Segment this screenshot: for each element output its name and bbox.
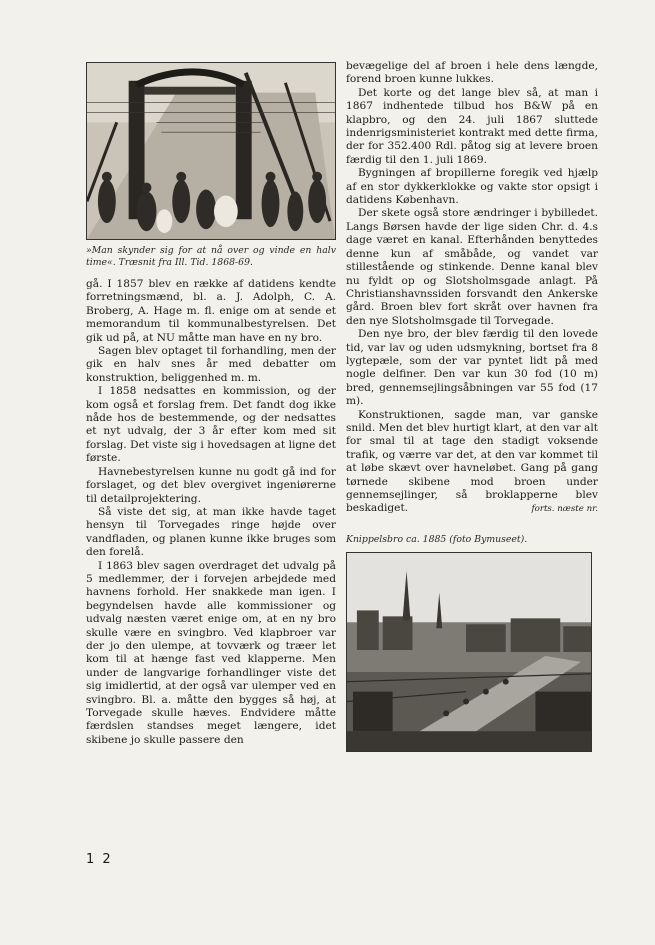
right-paragraph-5: Den nye bro, der blev færdig til den lovede tid, var lav og uden udsmykning, bortset fra 8 lygtepæle, som der var pyntet lidt på med nogle delfiner. Den var kun 30 fod (10 m) bred, gennemsejlingsåbningen var 55 fod (17 m). [346, 328, 598, 408]
photo-caption: Knippelsbro ca. 1885 (foto Bymuseet). [346, 533, 528, 545]
bridge-crowd-engraving [87, 63, 335, 239]
page-number: 1 2 [86, 852, 113, 867]
woodcut-illustration [86, 62, 336, 240]
right-paragraph-4: Der skete også store ændringer i bybilledet. Langs Børsen havde der lige siden Chr. d. 4.s dage været en kanal. Efterhånden benyttedes denne kun af småbåde, og vandet var stillestående og stinkende. Denne kanal blev nu fyldt op og Slotsholmsgade anlagt. På Christianshavnssiden forsvandt den Ankerske gård. Broen blev fort skråt over havnen fra den nye Slotsholmsgade til Torvegade. [346, 207, 598, 327]
left-paragraph-1: gå. I 1857 blev en række af datidens kendte forretningsmænd, bl. a. J. Adolph, C. A. Broberg, A. Hage m. fl. enige om at sende et memorandum til kommunalbestyrelsen. Det gik ud på, at NU måtte man have en ny bro. [86, 278, 336, 344]
right-paragraph-2: Det korte og det lange blev så, at man i 1867 indhentede tilbud hos B&W på en klapbro, og den 24. juli 1867 sluttede indenrigsministeriet kontrakt med dette firma, der for 352.400 Rdl. påtog sig at levere broen færdig til den 1. juli 1869. [346, 86, 598, 166]
woodcut-caption: »Man skynder sig for at nå over og vinde en halv time«. Træsnit fra Ill. Tid. 1868-69. [86, 245, 336, 268]
bridge-photograph [346, 552, 592, 752]
right-paragraph-6: Konstruktionen, sagde man, var ganske snild. Men det blev hurtigt klart, at den var alt for smal til at tage den stadigt voksende trafik, og værre var det, at den var kommet til at løbe skævt over havneløbet. Gang på gang tørnede skibene mod broen under gennemsejlinger, så broklapperne blev beskadiget. [346, 408, 598, 515]
left-paragraph-3: I 1858 nedsattes en kommission, og der kom også et forslag frem. Det fandt dog ikke nåde hos de bestemmende, og der nedsattes et nyt udvalg, der 3 år efter kom med sit forslag. Det viste sig i hovedsagen at ligne det første. [86, 385, 336, 465]
right-column [346, 60, 598, 752]
left-text-body [86, 278, 336, 747]
harbour-bridge-photo [347, 553, 591, 751]
continued-note: forts. næste nr. [531, 503, 598, 514]
right-paragraph-3: Bygningen af bropillerne foregik ved hjælp af en stor dykkerklokke og vakte stor opsigt i datidens København. [346, 167, 598, 207]
left-paragraph-6: I 1863 blev sagen overdraget det udvalg på 5 medlemmer, der i forvejen arbejdede med havnens forhold. Her snakkede man igen. I begyndelsen havde alle kommissioner og udvalg næsten været enige om, at en ny bro skulle være en svingbro. Ved klapbroer var der jo den ulempe, at tovværk og træer let kom til at hænge fast ved klapperne. Men under de langvarige forhandlinger viste det sig imidlertid, at der også var ulemper ved en svingbro. Bl. a. måtte den bygges så høj, at Torvegade skulle hæves. Endvidere måtte færdslen standses meget længere, idet skibene jo skulle passere den [86, 559, 336, 746]
left-paragraph-4: Havnebestyrelsen kunne nu godt gå ind for forslaget, og det blev overgivet ingeniørerne til detailprojektering. [86, 465, 336, 505]
left-paragraph-2: Sagen blev optaget til forhandling, men der gik en halv snes år med debatter om konstruktion, beliggenhed m. m. [86, 345, 336, 384]
left-paragraph-5: Så viste det sig, at man ikke havde taget hensyn til Torvegades ringe højde over vandfladen, og planen kunne ikke bruges som den forelå. [86, 505, 336, 559]
right-paragraph-1: bevægelige del af broen i hele dens længde, forend broen kunne lukkes. [346, 60, 598, 86]
left-column [86, 62, 336, 747]
